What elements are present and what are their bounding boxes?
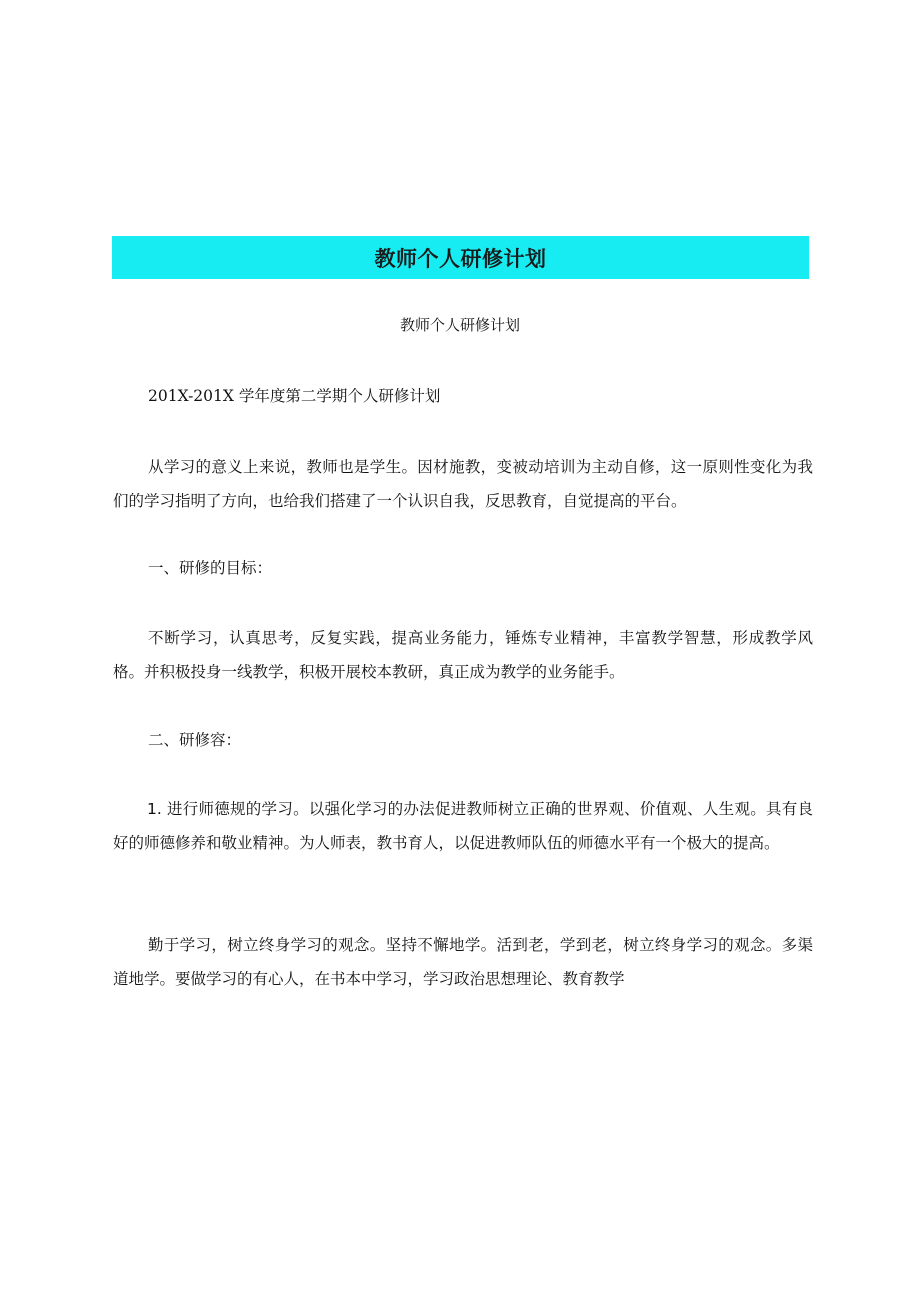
content-item-1: 1. 进行师德规的学习。以强化学习的办法促进教师树立正确的世界观、价值观、人生观。具有良好的师德修养和敬业精神。为人师表，教书育人，以促进教师队伍的师德水平有一个极大的提高。 [113,800,813,852]
section-heading-content: 二、研修容： [148,731,242,749]
section-heading-goals: 一、研修的目标： [148,559,273,577]
title-banner [112,236,809,279]
goals-paragraph: 不断学习，认真思考，反复实践，提高业务能力，锤炼专业精神，丰富教学智慧，形成教学风格。并积极投身一线教学，积极开展校本教研，真正成为教学的业务能手。 [113,629,813,681]
page-title: 教师个人研修计划 [374,246,547,271]
intro-paragraph: 从学习的意义上来说，教师也是学生。因材施教，变被动培训为主动自修，这一原则性变化为我们的学习指明了方向，也给我们搭建了一个认识自我，反思教育，自觉提高的平台。 [113,458,813,510]
term-line: 201X-201X 学年度第二学期个人研修计划 [148,387,441,405]
study-paragraph: 勤于学习，树立终身学习的观念。坚持不懈地学。活到老，学到老，树立终身学习的观念。多渠道地学。要做学习的有心人，在书本中学习，学习政治思想理论、教育教学 [113,936,813,988]
document-subtitle: 教师个人研修计划 [399,316,520,334]
